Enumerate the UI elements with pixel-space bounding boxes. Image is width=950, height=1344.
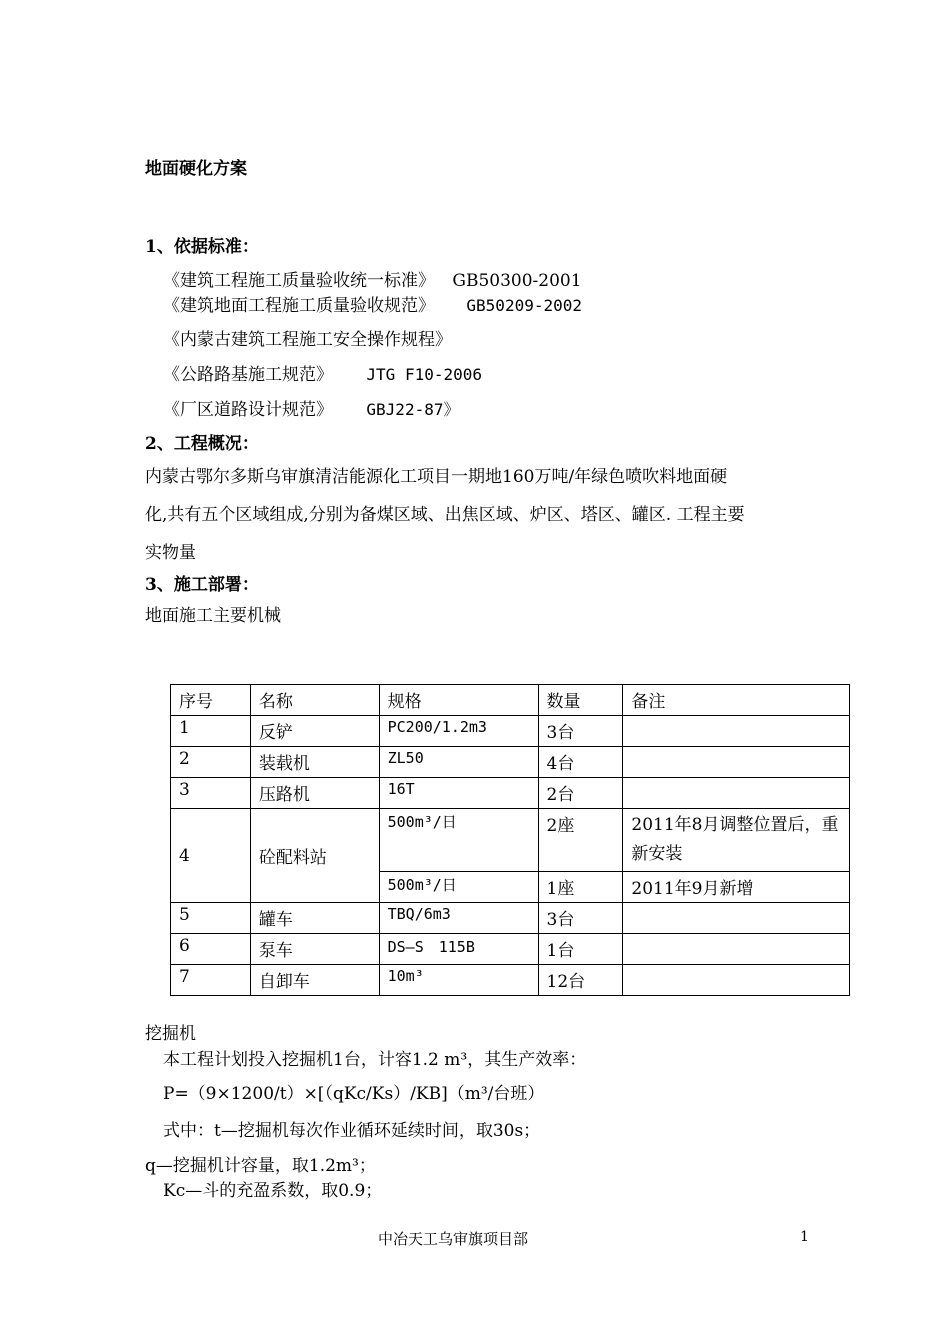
page-title: 地面硬化方案 — [145, 159, 247, 179]
overview-line-1: 内蒙古鄂尔多斯乌审旗清洁能源化工项目一期地160万吨/年绿色喷吹料地面硬 — [145, 467, 728, 487]
table-row — [171, 934, 850, 965]
excavator-formula: P=（9×1200/t）×[（qKc/Ks）/KB]（m³/台班） — [163, 1084, 545, 1104]
standard-4 — [163, 360, 482, 385]
footer-org: 中冶天工乌审旗项目部 — [378, 1230, 529, 1248]
cell-qty: 4台 — [538, 747, 623, 778]
cell-no: 3 — [171, 778, 251, 809]
cell-no: 1 — [171, 716, 251, 747]
table-row — [171, 809, 850, 872]
cell-no: 6 — [171, 934, 251, 965]
cell-note — [623, 903, 850, 934]
cell-note — [623, 747, 850, 778]
header-spec: 规格 — [379, 685, 538, 716]
standard-2-name: 《建筑地面工程施工质量验收规范》 — [163, 296, 435, 316]
cell-note — [623, 934, 850, 965]
cell-spec: ZL50 — [379, 747, 538, 778]
standard-2 — [163, 291, 582, 316]
cell-name: 压路机 — [250, 778, 379, 809]
table-header-row — [171, 685, 850, 716]
excavator-line-4: q—挖掘机计容量，取1.2m³； — [145, 1156, 376, 1176]
cell-name: 自卸车 — [250, 965, 379, 996]
standard-5-code: GBJ22-87》 — [366, 400, 460, 419]
cell-spec: 500m³/日 — [379, 872, 538, 903]
standard-4-code: JTG F10-2006 — [366, 365, 482, 384]
section2-heading: 2、工程概况： — [145, 434, 259, 454]
overview-line-3: 实物量 — [145, 543, 196, 563]
cell-spec: TBQ/6m3 — [379, 903, 538, 934]
cell-qty: 2台 — [538, 778, 623, 809]
standard-5-name: 《厂区道路设计规范》 — [163, 400, 333, 420]
section3-subheading: 地面施工主要机械 — [145, 606, 281, 626]
cell-qty: 3台 — [538, 903, 623, 934]
page-number: 1 — [800, 1229, 809, 1245]
standard-1-code: GB50300-2001 — [452, 271, 582, 291]
standard-5 — [163, 395, 459, 420]
table-row — [171, 965, 850, 996]
cell-name: 反铲 — [250, 716, 379, 747]
header-no: 序号 — [171, 685, 251, 716]
standard-3 — [163, 325, 452, 350]
header-note: 备注 — [623, 685, 850, 716]
cell-name: 装载机 — [250, 747, 379, 778]
machinery-table — [170, 684, 850, 996]
cell-qty: 1座 — [538, 872, 623, 903]
cell-note: 2011年8月调整位置后，重新安装 — [623, 809, 850, 872]
excavator-line-5: Kc—斗的充盈系数，取0.9； — [163, 1181, 383, 1201]
cell-no: 5 — [171, 903, 251, 934]
table-row — [171, 903, 850, 934]
header-name: 名称 — [250, 685, 379, 716]
standard-4-name: 《公路路基施工规范》 — [163, 365, 333, 385]
cell-spec: DS—S 115B — [379, 934, 538, 965]
excavator-line-3: 式中：t—挖掘机每次作业循环延续时间，取30s； — [163, 1121, 541, 1141]
cell-name: 砼配料站 — [250, 809, 379, 903]
section1-heading: 1、依据标准： — [145, 237, 259, 257]
overview-line-2: 化,共有五个区域组成,分别为备煤区域、出焦区域、炉区、塔区、罐区. 工程主要 — [145, 505, 745, 525]
cell-spec: 500m³/日 — [379, 809, 538, 872]
excavator-line-1: 本工程计划投入挖掘机1台，计容1.2 m³，其生产效率： — [163, 1050, 587, 1070]
cell-name: 罐车 — [250, 903, 379, 934]
excavator-heading: 挖掘机 — [145, 1024, 196, 1044]
standard-3-name: 《内蒙古建筑工程施工安全操作规程》 — [163, 330, 452, 350]
cell-note: 2011年9月新增 — [623, 872, 850, 903]
cell-spec: 16T — [379, 778, 538, 809]
section3-heading: 3、施工部署： — [145, 575, 259, 595]
cell-qty: 3台 — [538, 716, 623, 747]
table-row — [171, 716, 850, 747]
standard-1-name: 《建筑工程施工质量验收统一标准》 — [163, 271, 435, 291]
cell-qty: 12台 — [538, 965, 623, 996]
cell-no: 7 — [171, 965, 251, 996]
cell-name: 泵车 — [250, 934, 379, 965]
standard-1 — [163, 266, 582, 291]
cell-note — [623, 716, 850, 747]
cell-spec: PC200/1.2m3 — [379, 716, 538, 747]
cell-note — [623, 965, 850, 996]
standard-2-code: GB50209-2002 — [466, 296, 582, 315]
cell-note — [623, 778, 850, 809]
table-row — [171, 747, 850, 778]
table-row — [171, 778, 850, 809]
cell-qty: 1台 — [538, 934, 623, 965]
cell-no: 2 — [171, 747, 251, 778]
cell-no: 4 — [171, 809, 251, 903]
cell-spec: 10m³ — [379, 965, 538, 996]
header-qty: 数量 — [538, 685, 623, 716]
cell-qty: 2座 — [538, 809, 623, 872]
